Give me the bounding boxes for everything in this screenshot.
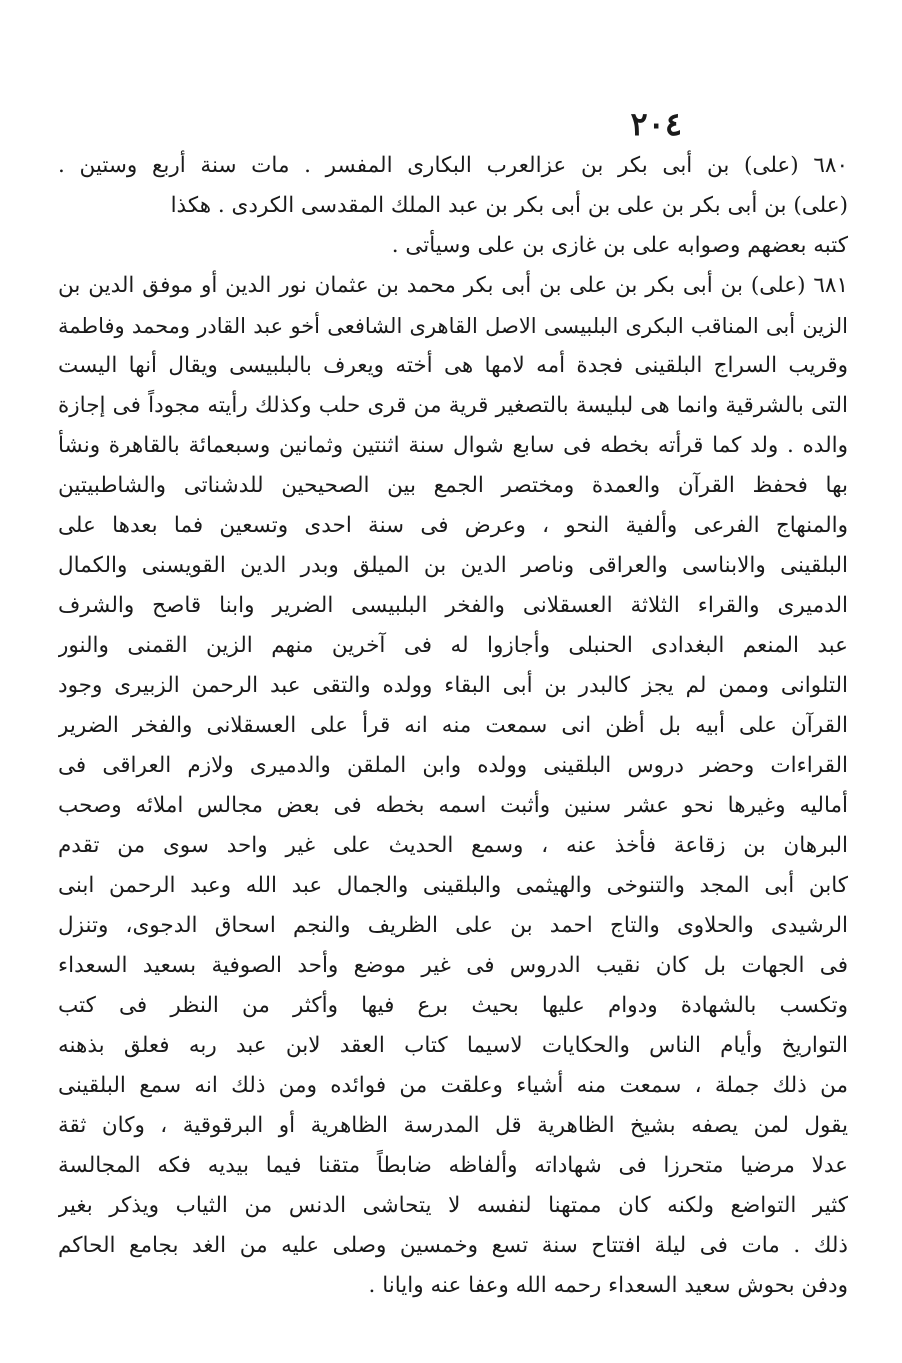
text-line: التلوانى وممن لم يجز كالبدر بن أبى البقاء وولده والتقى عبد الرحمن الزبيرى وجود	[58, 673, 848, 698]
text-line: يقول لمن يصفه بشيخ الظاهرية قل المدرسة الظاهرية أو البرقوقية ، وكان ثقة	[58, 1113, 848, 1138]
text-line: والمنهاج الفرعى وألفية النحو ، وعرض فى سنة احدى وتسعين فما بعدها على	[58, 513, 848, 538]
text-line: القراءات وحضر دروس البلقينى وولده وابن الملقن والدميرى ولازم العراقى فى	[58, 753, 848, 778]
text-line: الرشيدى والحلاوى والتاج احمد بن على الظريف والنجم اسحاق الدجوى، وتنزل	[58, 913, 848, 938]
text-line: عدلا مرضيا متحرزا فى شهاداته وألفاظه ضابطاً متقنا فيما بيديه فكه المجالسة	[58, 1153, 848, 1178]
text-line: بها فحفظ القرآن والعمدة ومختصر الجمع بين الصحيحين للدشناتى والشاطبيتين	[58, 473, 848, 498]
text-line: الدميرى والقراء الثلاثة العسقلانى والفخر البلبيسى الضرير وابنا قاصح والشرف	[58, 593, 848, 618]
text-line: التواريخ وأيام الناس والحكايات لاسيما كتاب العقد لابن عبد ربه فعلق بذهنه	[58, 1033, 848, 1058]
text-line: التى بالشرقية وانما هى لبليسة بالتصغير قرية من قرى حلب وكذلك رأيته مجوداً فى إجازة	[58, 393, 848, 418]
text-line: ٦٨٠ (على) بن أبى بكر بن عزالعرب البكارى المفسر . مات سنة أربع وستين .	[58, 153, 848, 178]
text-line: كثير التواضع ولكنه كان ممتهنا لنفسه لا يتحاشى الدنس من الثياب ويذكر بغير	[58, 1193, 848, 1218]
text-body	[58, 146, 848, 1306]
text-line: كابن أبى المجد والتنوخى والهيثمى والبلقينى والجمال عبد الله وعبد الرحمن ابنى	[58, 873, 848, 898]
page-number: ٢٠٤	[630, 105, 682, 143]
text-line: ٦٨١ (على) بن أبى بكر بن على بن أبى بكر محمد بن عثمان نور الدين أو موفق الدين بن	[58, 273, 848, 298]
text-line: (على) بن أبى بكر بن على بن أبى بكر بن عبد الملك المقدسى الكردى . هكذا	[170, 193, 848, 218]
text-line: وتكسب بالشهادة ودوام عليها بحيث برع فيها وأكثر من النظر فى كتب	[58, 993, 848, 1018]
text-line: البلقينى والابناسى والعراقى وناصر الدين بن الميلق وبدر الدين القويسنى والكمال	[58, 553, 848, 578]
text-line: وقريب السراج البلقينى فجدة أمه لامها هى أخته ويعرف بالبلبيسى ويقال أنها اليست	[58, 353, 848, 378]
text-line: والده . ولد كما قرأته بخطه فى سابع شوال سنة اثنتين وثمانين وسبعمائة بالقاهرة ونشأ	[58, 433, 848, 458]
text-line: القرآن على أبيه بل أظن انى سمعت منه انه قرأ على العسقلانى والفخر الضرير	[58, 713, 848, 738]
text-line: عبد المنعم البغدادى الحنبلى وأجازوا له فى آخرين منهم الزين القمنى والنور	[58, 633, 848, 658]
text-line: البرهان بن زقاعة فأخذ عنه ، وسمع الحديث على غير واحد سوى من تقدم	[58, 833, 848, 858]
text-line: ذلك . مات فى ليلة افتتاح سنة تسع وخمسين وصلى عليه من الغد بجامع الحاكم	[58, 1233, 848, 1258]
text-line: فى الجهات بل كان نقيب الدروس فى غير موضع وأحد الصوفية بسعيد السعداء	[58, 953, 848, 978]
text-line: أماليه وغيرها نحو عشر سنين وأثبت اسمه بخطه فى بعض مجالس املائه وصحب	[58, 793, 848, 818]
text-line: كتبه بعضهم وصوابه على بن غازى بن على وسيأتى .	[391, 233, 848, 258]
text-line: من ذلك جملة ، سمعت منه أشياء وعلقت من فوائده ومن ذلك انه سمع البلقينى	[58, 1073, 848, 1098]
text-line: ودفن بحوش سعيد السعداء رحمه الله وعفا عنه وايانا .	[368, 1273, 848, 1298]
text-line: الزين أبى المناقب البكرى البلبيسى الاصل القاهرى الشافعى أخو عبد القادر ومحمد وفاطمة	[58, 314, 848, 338]
